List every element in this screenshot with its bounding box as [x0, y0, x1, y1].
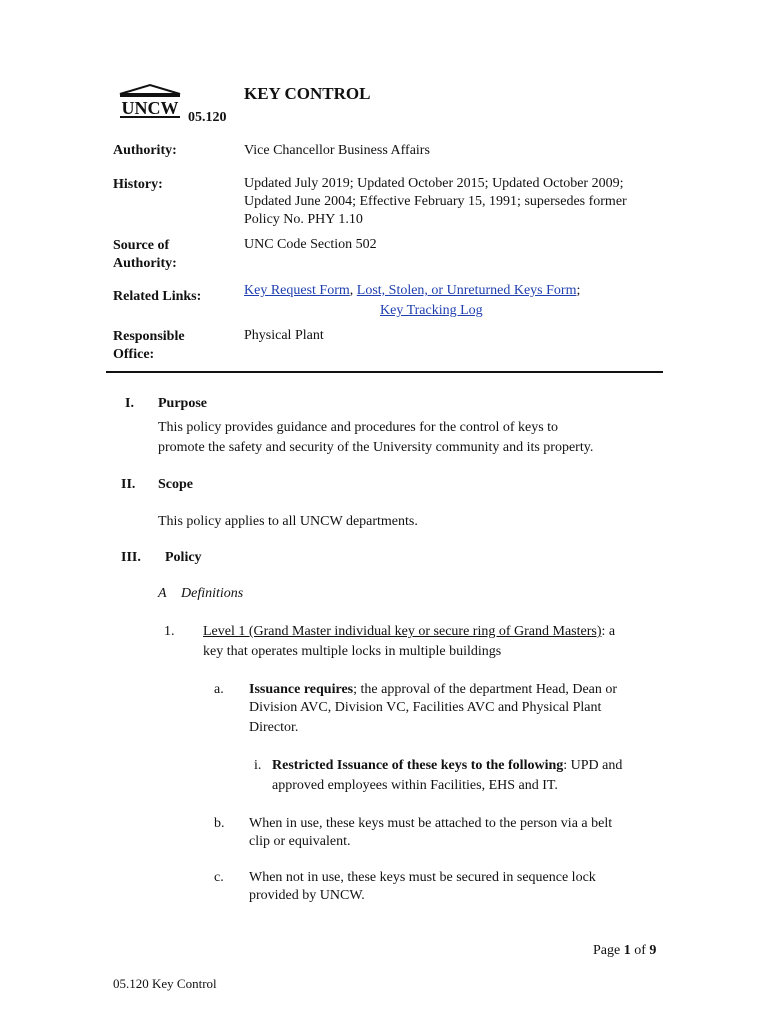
item-i-line-2: approved employees within Facilities, EHS and IT. [272, 778, 558, 793]
level-1-definition: Level 1 (Grand Master individual key or secure ring of Grand Masters) [203, 624, 602, 639]
page-total: 9 [649, 943, 657, 958]
section-2-number: II. [121, 477, 136, 492]
key-request-form-link[interactable]: Key Request Form [244, 283, 350, 298]
lost-keys-form-link[interactable]: Lost, Stolen, or Unreturned Keys Form [356, 283, 577, 298]
source-value: UNC Code Section 502 [244, 237, 377, 252]
item-1-line-1 [203, 622, 615, 641]
subsection-a-label: A [158, 586, 167, 601]
key-tracking-log-link[interactable]: Key Tracking Log [380, 303, 483, 318]
item-a-line-1-rest: ; the approval of the department Head, Dean or [353, 682, 618, 697]
uncw-logo-icon [116, 82, 184, 122]
link-separator-2: ; [576, 283, 581, 298]
office-label-2: Office: [113, 347, 155, 362]
item-c-number: c. [214, 870, 224, 885]
section-1-line-2: promote the safety and security of the University community and its property. [158, 440, 594, 455]
subsection-a-title: Definitions [181, 586, 244, 601]
item-1-number: 1. [164, 624, 175, 639]
item-a-line-2: Division AVC, Division VC, Facilities AVC and Physical Plant [249, 700, 602, 715]
item-a-line-3: Director. [249, 720, 299, 735]
related-links-line-2 [380, 301, 483, 320]
page-word: Page [593, 943, 624, 958]
page-indicator [593, 941, 656, 960]
item-1-line-1-rest: : a [601, 624, 616, 639]
page-title: KEY CONTROL [244, 84, 371, 103]
section-3-title: Policy [165, 550, 202, 565]
section-1-title: Purpose [158, 396, 207, 411]
item-i-number: i. [254, 758, 262, 773]
history-line-1: Updated July 2019; Updated October 2015; Updated October 2009; [244, 176, 624, 191]
issuance-requires-label: Issuance requires [249, 682, 354, 697]
office-value: Physical Plant [244, 328, 324, 343]
page-current: 1 [623, 943, 631, 958]
footer-doc-label: 05.120 Key Control [113, 976, 217, 991]
item-1-line-2: key that operates multiple locks in multiple buildings [203, 644, 502, 659]
history-label: History: [113, 177, 163, 192]
uncw-logo [116, 82, 184, 122]
item-a-line-1 [249, 680, 617, 699]
source-label-2: Authority: [113, 256, 177, 271]
item-i-line-1-rest: : UPD and [563, 758, 623, 773]
item-a-number: a. [214, 682, 224, 697]
section-2-line-1: This policy applies to all UNCW departments. [158, 514, 418, 529]
restricted-issuance-label: Restricted Issuance of these keys to the following [272, 758, 564, 773]
logo-text: UNCW [121, 98, 179, 118]
policy-number: 05.120 [188, 110, 227, 125]
item-c-line-2: provided by UNCW. [249, 888, 365, 903]
item-c-line-1: When not in use, these keys must be secured in sequence lock [249, 870, 596, 885]
link-separator-1: , [349, 283, 357, 298]
authority-value: Vice Chancellor Business Affairs [244, 143, 430, 158]
related-links-line-1 [244, 281, 664, 300]
office-label-1: Responsible [113, 329, 185, 344]
item-b-line-1: When in use, these keys must be attached to the person via a belt [249, 816, 613, 831]
section-3-number: III. [121, 550, 141, 565]
section-2-title: Scope [158, 477, 193, 492]
item-b-line-2: clip or equivalent. [249, 834, 351, 849]
header-divider [106, 371, 663, 373]
item-i-line-1 [272, 756, 622, 775]
section-1-number: I. [125, 396, 134, 411]
source-label-1: Source of [113, 238, 170, 253]
item-b-number: b. [214, 816, 225, 831]
related-links-label: Related Links: [113, 289, 202, 304]
authority-label: Authority: [113, 143, 177, 158]
page-of: of [630, 943, 650, 958]
history-line-3: Policy No. PHY 1.10 [244, 212, 363, 227]
section-1-line-1: This policy provides guidance and procedures for the control of keys to [158, 420, 559, 435]
history-line-2: Updated June 2004; Effective February 15, 1991; supersedes former [244, 194, 627, 209]
